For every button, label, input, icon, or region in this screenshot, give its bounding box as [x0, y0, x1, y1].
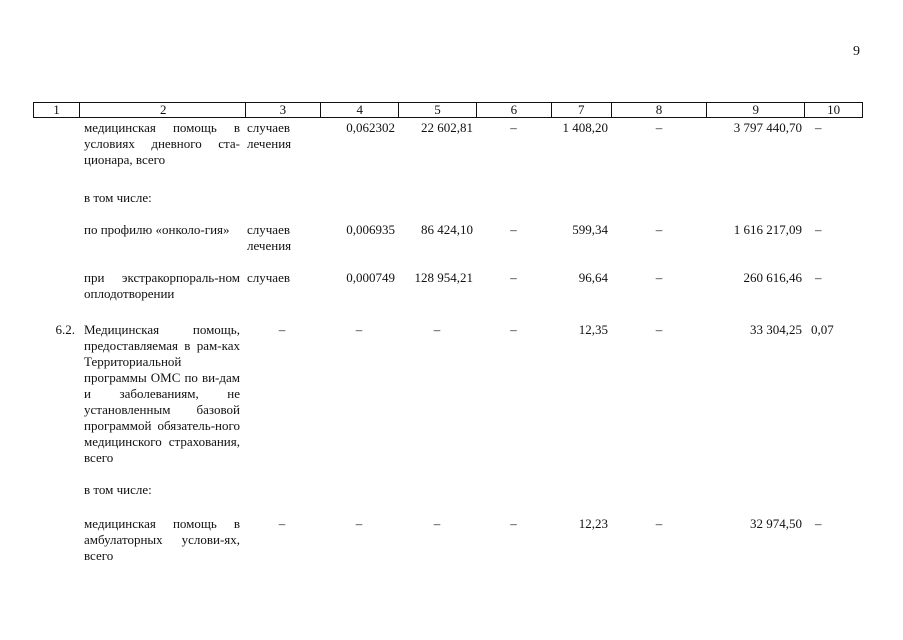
- header-cell: 6: [476, 103, 551, 117]
- table-row: [33, 516, 863, 564]
- header-cell: 10: [804, 103, 862, 117]
- row-value: 96,64: [578, 270, 608, 285]
- header-cell: 3: [245, 103, 321, 117]
- header-cell: 2: [79, 103, 245, 117]
- row-value: 12,23: [578, 516, 608, 531]
- row-value: 86 424,10: [421, 222, 473, 237]
- row-unit: случаев: [247, 270, 290, 285]
- row-value: 12,35: [578, 322, 608, 337]
- row-value: –: [433, 322, 441, 337]
- subheading-row: [33, 190, 863, 206]
- header-cell: 9: [706, 103, 804, 117]
- row-number: [33, 270, 78, 302]
- row-value: 128 954,21: [414, 270, 473, 285]
- row-value: –: [510, 222, 517, 237]
- row-unit: случаев лечения: [247, 222, 292, 253]
- row-value: 599,34: [572, 222, 608, 237]
- row-value: –: [510, 120, 517, 135]
- subheading: в том числе:: [84, 482, 152, 497]
- row-value: 32 974,50: [750, 516, 802, 531]
- row-value: –: [510, 270, 517, 285]
- column-number-header: [33, 102, 863, 118]
- row-description: при экстракорпораль-ном оплодотворении: [84, 270, 240, 301]
- table-row: [33, 120, 863, 168]
- row-number: [33, 222, 78, 254]
- row-value: –: [510, 516, 517, 531]
- data-table: [33, 102, 863, 564]
- row-value: 0,000749: [346, 270, 395, 285]
- spacer: [33, 482, 78, 498]
- row-description: медицинская помощь в амбулаторных услови-ях, всего: [84, 516, 240, 563]
- row-value: 0,062302: [346, 120, 395, 135]
- row-value: 0,006935: [346, 222, 395, 237]
- subheading: в том числе:: [84, 190, 152, 205]
- row-value: –: [655, 516, 663, 531]
- spacer: [33, 190, 78, 206]
- row-value: 22 602,81: [421, 120, 473, 135]
- subheading-row: [33, 482, 863, 498]
- row-description: медицинская помощь в условиях дневного ста-ционара, всего: [84, 120, 240, 167]
- header-cell: 8: [611, 103, 707, 117]
- row-value: –: [815, 222, 822, 237]
- row-value: –: [655, 270, 663, 285]
- header-cell: 1: [53, 102, 60, 117]
- row-value: –: [510, 322, 517, 337]
- table-row: [33, 322, 863, 466]
- row-number: [33, 516, 78, 564]
- row-value: –: [815, 516, 822, 531]
- table-row: [33, 270, 863, 302]
- row-value: –: [355, 322, 363, 337]
- row-description: Медицинская помощь, предоставляемая в рам-ках Территориальной программы ОМС по ви-дам и заболеваниям, не установленным базовой программой обязатель-ного медицинского страхования, всего: [84, 322, 240, 465]
- row-unit: –: [278, 516, 286, 531]
- row-value: –: [815, 270, 822, 285]
- header-cell: 4: [320, 103, 398, 117]
- row-value: 0,07: [811, 322, 834, 337]
- row-value: –: [815, 120, 822, 135]
- row-value: 33 304,25: [750, 322, 802, 337]
- row-value: –: [655, 120, 663, 135]
- row-value: 1 616 217,09: [733, 222, 802, 237]
- row-number: [33, 120, 78, 168]
- row-unit: случаев лечения: [247, 120, 292, 151]
- row-value: –: [433, 516, 441, 531]
- table-row: [33, 222, 863, 254]
- header-cell: 5: [398, 103, 476, 117]
- row-value: –: [355, 516, 363, 531]
- page-number: 9: [853, 44, 860, 59]
- row-value: 3 797 440,70: [733, 120, 802, 135]
- row-number: 6.2.: [55, 322, 75, 337]
- row-value: –: [655, 322, 663, 337]
- header-cell: 7: [551, 103, 611, 117]
- row-value: –: [655, 222, 663, 237]
- row-value: 260 616,46: [743, 270, 802, 285]
- row-description: по профилю «онколо-гия»: [84, 222, 230, 237]
- row-unit: –: [278, 322, 286, 337]
- row-value: 1 408,20: [562, 120, 608, 135]
